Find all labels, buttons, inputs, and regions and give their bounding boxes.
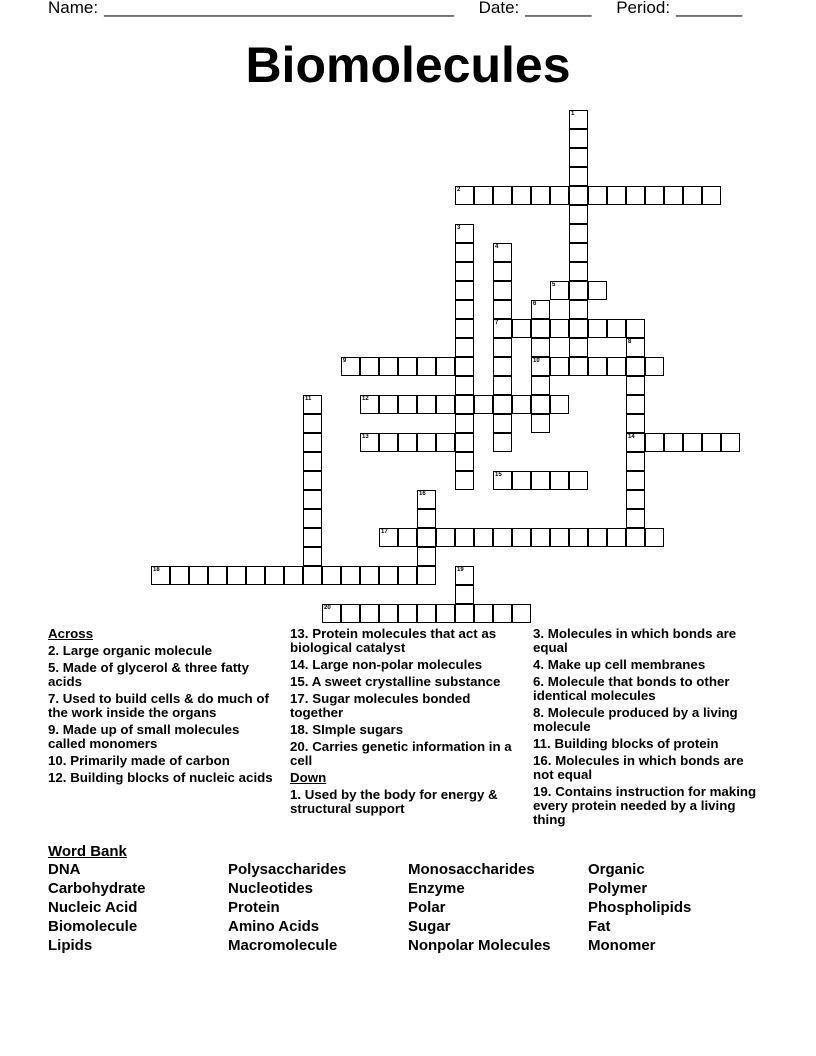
clues-column-2 <box>290 627 522 819</box>
clue-number-label: 6. <box>533 674 545 689</box>
crossword-cell[interactable] <box>512 319 531 338</box>
clue-text: Molecules in which bonds are equal <box>533 626 737 655</box>
clue-across-12 <box>48 771 278 785</box>
crossword-cell[interactable] <box>303 433 322 452</box>
crossword-cell[interactable] <box>417 433 436 452</box>
crossword-cell[interactable] <box>550 528 569 547</box>
crossword-cell[interactable] <box>569 471 588 490</box>
clues-column-1 <box>48 627 278 788</box>
period-label: Period: <box>616 0 671 17</box>
clue-number-label: 12. <box>48 770 67 785</box>
crossword-cell[interactable] <box>379 566 398 585</box>
crossword-cell[interactable] <box>645 433 664 452</box>
clue-number: 14 <box>628 434 635 440</box>
crossword-cell[interactable] <box>626 376 645 395</box>
clue-across-7 <box>48 692 278 720</box>
crossword-cell[interactable] <box>493 471 512 490</box>
crossword-cell[interactable] <box>455 585 474 604</box>
crossword-cell[interactable] <box>417 395 436 414</box>
crossword-cell[interactable] <box>398 357 417 376</box>
crossword-cell[interactable] <box>493 243 512 262</box>
crossword-cell[interactable] <box>493 281 512 300</box>
date-line: _______ <box>525 0 592 17</box>
crossword-cell[interactable] <box>455 395 474 414</box>
crossword-cell[interactable] <box>246 566 265 585</box>
clue-number-label: 17. <box>290 691 309 706</box>
crossword-cell[interactable] <box>569 205 588 224</box>
crossword-cell[interactable] <box>626 319 645 338</box>
clue-down-6 <box>533 675 763 703</box>
clue-number-label: 2. <box>48 643 60 658</box>
crossword-cell[interactable] <box>626 452 645 471</box>
crossword-cell[interactable] <box>379 395 398 414</box>
clue-number: 13 <box>362 434 369 440</box>
word-bank-item: Amino Acids <box>228 918 320 935</box>
word-bank-item: Biomolecule <box>48 918 138 935</box>
crossword-cell[interactable] <box>379 433 398 452</box>
crossword-cell[interactable] <box>531 395 550 414</box>
crossword-cell[interactable] <box>550 281 569 300</box>
crossword-cell[interactable] <box>550 319 569 338</box>
crossword-cell[interactable] <box>569 262 588 281</box>
clue-across-15 <box>290 675 522 689</box>
word-bank-item: Macromolecule <box>228 937 338 954</box>
crossword-cell[interactable] <box>398 395 417 414</box>
crossword-cell[interactable] <box>493 319 512 338</box>
crossword-cell[interactable] <box>189 566 208 585</box>
word-bank-item: Nucleotides <box>228 880 314 897</box>
crossword-cell[interactable] <box>322 604 341 623</box>
clue-across-13 <box>290 627 522 655</box>
crossword-cell[interactable] <box>303 547 322 566</box>
crossword-cell[interactable] <box>569 148 588 167</box>
word-bank-list <box>48 861 768 956</box>
clue-down-11 <box>533 737 763 751</box>
word-bank-item: Polar <box>408 899 446 916</box>
crossword-cell[interactable] <box>607 357 626 376</box>
crossword-cell[interactable] <box>702 186 721 205</box>
crossword-cell[interactable] <box>455 414 474 433</box>
crossword-cell[interactable] <box>265 566 284 585</box>
clue-number: 9 <box>343 358 347 364</box>
crossword-cell[interactable] <box>512 395 531 414</box>
word-bank-item: Fat <box>588 918 611 935</box>
crossword-cell[interactable] <box>341 357 360 376</box>
crossword-cell[interactable] <box>531 414 550 433</box>
clue-number-label: 19. <box>533 784 552 799</box>
crossword-cell[interactable] <box>626 414 645 433</box>
clue-number: 1 <box>571 111 575 117</box>
clue-number-label: 16. <box>533 753 552 768</box>
crossword-cell[interactable] <box>683 186 702 205</box>
crossword-cell[interactable] <box>455 433 474 452</box>
crossword-cell[interactable] <box>664 433 683 452</box>
word-bank-item: Protein <box>228 899 280 916</box>
crossword-cell[interactable] <box>626 509 645 528</box>
clue-number-label: 7. <box>48 691 60 706</box>
clue-number: 20 <box>324 605 331 611</box>
crossword-cell[interactable] <box>303 395 322 414</box>
clue-text: SImple sugars <box>312 722 404 737</box>
clue-text: Primarily made of carbon <box>70 753 230 768</box>
crossword-cell[interactable] <box>512 471 531 490</box>
crossword-cell[interactable] <box>493 414 512 433</box>
crossword-cell[interactable] <box>626 186 645 205</box>
crossword-cell[interactable] <box>569 110 588 129</box>
crossword-cell[interactable] <box>398 566 417 585</box>
crossword-cell[interactable] <box>341 566 360 585</box>
clue-number: 2 <box>457 187 461 193</box>
clue-number-label: 14. <box>290 657 309 672</box>
crossword-cell[interactable] <box>645 357 664 376</box>
clue-text: Contains instruction for making every protein needed by a living thing <box>533 784 757 827</box>
crossword-cell[interactable] <box>436 433 455 452</box>
crossword-cell[interactable] <box>626 395 645 414</box>
crossword-cell[interactable] <box>208 566 227 585</box>
crossword-cell[interactable] <box>284 566 303 585</box>
crossword-cell[interactable] <box>645 528 664 547</box>
clue-number: 10 <box>533 358 540 364</box>
clue-number-label: 11. <box>533 736 551 751</box>
crossword-cell[interactable] <box>436 357 455 376</box>
crossword-cell[interactable] <box>436 395 455 414</box>
clue-down-1 <box>290 788 522 816</box>
crossword-cell[interactable] <box>474 604 493 623</box>
down-heading: Down <box>290 770 327 785</box>
clue-text: Sugar molecules bonded together <box>290 691 471 720</box>
clue-text: Molecule that bonds to other identical molecules <box>533 674 730 703</box>
clue-text: Protein molecules that act as biological catalyst <box>290 626 497 655</box>
crossword-cell[interactable] <box>531 376 550 395</box>
clue-number-label: 13. <box>290 626 309 641</box>
crossword-cell[interactable] <box>455 243 474 262</box>
crossword-cell[interactable] <box>664 186 683 205</box>
crossword-cell[interactable] <box>569 186 588 205</box>
crossword-cell[interactable] <box>417 547 436 566</box>
word-bank-item: Enzyme <box>408 880 465 897</box>
crossword-cell[interactable] <box>455 186 474 205</box>
clue-text: Large non-polar molecules <box>312 657 483 672</box>
crossword-cell[interactable] <box>493 376 512 395</box>
clue-across-5 <box>48 661 278 689</box>
clue-text: Used to build cells & do much of the work inside the organs <box>48 691 269 720</box>
clue-text: Building blocks of nucleic acids <box>70 770 273 785</box>
clue-down-3 <box>533 627 763 655</box>
clue-down-8 <box>533 706 763 734</box>
word-bank <box>48 843 768 956</box>
crossword-cell[interactable] <box>360 395 379 414</box>
clue-number: 17 <box>381 529 388 535</box>
clue-down-19 <box>533 785 763 827</box>
crossword-cell[interactable] <box>626 490 645 509</box>
crossword-cell[interactable] <box>550 395 569 414</box>
crossword-cell[interactable] <box>531 186 550 205</box>
name-label: Name: <box>48 0 99 17</box>
clue-across-2 <box>48 644 278 658</box>
crossword-cell[interactable] <box>493 604 512 623</box>
crossword-cell[interactable] <box>455 452 474 471</box>
crossword-cell[interactable] <box>398 433 417 452</box>
crossword-cell[interactable] <box>569 243 588 262</box>
crossword-cell[interactable] <box>379 357 398 376</box>
crossword-cell[interactable] <box>645 186 664 205</box>
crossword-cell[interactable] <box>569 167 588 186</box>
clue-across-17 <box>290 692 522 720</box>
crossword-cell[interactable] <box>417 357 436 376</box>
crossword-cell[interactable] <box>493 433 512 452</box>
crossword-cell[interactable] <box>626 528 645 547</box>
crossword-cell[interactable] <box>531 471 550 490</box>
crossword-cell[interactable] <box>360 604 379 623</box>
crossword-cell[interactable] <box>531 319 550 338</box>
crossword-cell[interactable] <box>417 604 436 623</box>
crossword-cell[interactable] <box>493 357 512 376</box>
crossword-cell[interactable] <box>702 433 721 452</box>
crossword-cell[interactable] <box>550 471 569 490</box>
crossword-cell[interactable] <box>493 528 512 547</box>
clue-text: Molecule produced by a living molecule <box>533 705 738 734</box>
crossword-cell[interactable] <box>683 433 702 452</box>
crossword-cell[interactable] <box>151 566 170 585</box>
crossword-cell[interactable] <box>550 357 569 376</box>
crossword-cell[interactable] <box>588 281 607 300</box>
clue-number: 19 <box>457 567 464 573</box>
crossword-cell[interactable] <box>721 433 740 452</box>
clue-number-label: 5. <box>48 660 60 675</box>
crossword-cell[interactable] <box>588 319 607 338</box>
crossword-cell[interactable] <box>303 452 322 471</box>
crossword-cell[interactable] <box>455 224 474 243</box>
crossword-cell[interactable] <box>474 528 493 547</box>
crossword-cell[interactable] <box>303 566 322 585</box>
crossword-cell[interactable] <box>455 262 474 281</box>
clue-text: Large organic molecule <box>62 643 213 658</box>
word-bank-item: Polymer <box>588 880 648 897</box>
crossword-cell[interactable] <box>360 566 379 585</box>
clue-text: Building blocks of protein <box>554 736 719 751</box>
clue-number: 7 <box>495 320 499 326</box>
crossword-cell[interactable] <box>569 338 588 357</box>
crossword-cell[interactable] <box>170 566 189 585</box>
clue-number: 12 <box>362 396 369 402</box>
clue-across-9 <box>48 723 278 751</box>
crossword-cell[interactable] <box>531 338 550 357</box>
crossword-cell[interactable] <box>626 433 645 452</box>
clue-number-label: 8. <box>533 705 545 720</box>
crossword-cell[interactable] <box>607 528 626 547</box>
clue-text: Made up of small molecules called monomers <box>48 722 240 751</box>
crossword-cell[interactable] <box>436 528 455 547</box>
clue-text: Molecules in which bonds are not equal <box>533 753 744 782</box>
crossword-cell[interactable] <box>360 433 379 452</box>
clue-number: 18 <box>153 567 160 573</box>
crossword-cell[interactable] <box>588 357 607 376</box>
crossword-cell[interactable] <box>531 300 550 319</box>
crossword-cell[interactable] <box>493 395 512 414</box>
crossword-cell[interactable] <box>455 604 474 623</box>
crossword-cell[interactable] <box>607 319 626 338</box>
crossword-cell[interactable] <box>398 604 417 623</box>
crossword-cell[interactable] <box>303 471 322 490</box>
clue-text: Carries genetic information in a cell <box>290 739 512 768</box>
clue-number: 8 <box>628 339 632 345</box>
clue-across-18 <box>290 723 522 737</box>
crossword-cell[interactable] <box>303 414 322 433</box>
crossword-cell[interactable] <box>436 604 455 623</box>
crossword-cell[interactable] <box>626 471 645 490</box>
clue-number: 11 <box>305 396 312 402</box>
clue-number-label: 15. <box>290 674 309 689</box>
crossword-cell[interactable] <box>417 490 436 509</box>
clue-across-20 <box>290 740 522 768</box>
crossword-cell[interactable] <box>626 357 645 376</box>
word-bank-item: Sugar <box>408 918 451 935</box>
crossword-cell[interactable] <box>455 471 474 490</box>
clues-column-3 <box>533 627 763 830</box>
crossword-cell[interactable] <box>303 509 322 528</box>
crossword-cell[interactable] <box>341 604 360 623</box>
crossword-cell[interactable] <box>455 528 474 547</box>
clue-number: 15 <box>495 472 502 478</box>
crossword-cell[interactable] <box>569 319 588 338</box>
crossword-cell[interactable] <box>227 566 246 585</box>
crossword-cell[interactable] <box>569 281 588 300</box>
word-bank-item: Monomer <box>588 937 656 954</box>
clue-number: 16 <box>419 491 426 497</box>
crossword-cell[interactable] <box>455 376 474 395</box>
crossword-cell[interactable] <box>455 338 474 357</box>
name-line: _____________________________________ <box>104 0 454 17</box>
crossword-cell[interactable] <box>360 357 379 376</box>
word-bank-item: Carbohydrate <box>48 880 146 897</box>
clue-number: 3 <box>457 225 461 231</box>
crossword-cell[interactable] <box>512 528 531 547</box>
crossword-cell[interactable] <box>569 357 588 376</box>
crossword-cell[interactable] <box>379 604 398 623</box>
crossword-cell[interactable] <box>588 186 607 205</box>
crossword-cell[interactable] <box>398 528 417 547</box>
word-bank-item: Polysaccharides <box>228 861 347 878</box>
crossword-cell[interactable] <box>303 490 322 509</box>
crossword-cell[interactable] <box>379 528 398 547</box>
word-bank-item: DNA <box>48 861 81 878</box>
crossword-cell[interactable] <box>493 186 512 205</box>
crossword-cell[interactable] <box>303 528 322 547</box>
word-bank-heading: Word Bank <box>48 843 127 860</box>
clue-across-14 <box>290 658 522 672</box>
clue-number: 6 <box>533 301 537 307</box>
period-line: _______ <box>676 0 743 17</box>
word-bank-item: Nonpolar Molecules <box>408 937 551 954</box>
crossword-cell[interactable] <box>493 300 512 319</box>
crossword-cell[interactable] <box>455 300 474 319</box>
clue-number-label: 1. <box>290 787 302 802</box>
crossword-cell[interactable] <box>493 338 512 357</box>
clue-text: Used by the body for energy & structural support <box>290 787 498 816</box>
clue-number-label: 4. <box>533 657 545 672</box>
word-bank-item: Monosaccharides <box>408 861 535 878</box>
page-title: Biomolecules <box>245 37 571 93</box>
crossword-cell[interactable] <box>512 186 531 205</box>
crossword-cell[interactable] <box>531 528 550 547</box>
clue-number: 4 <box>495 244 499 250</box>
crossword-cell[interactable] <box>569 224 588 243</box>
clue-number-label: 18. <box>290 722 309 737</box>
crossword-cell[interactable] <box>455 357 474 376</box>
word-bank-item: Nucleic Acid <box>48 899 138 916</box>
crossword-cell[interactable] <box>569 300 588 319</box>
crossword-cell[interactable] <box>512 604 531 623</box>
clue-across-10 <box>48 754 278 768</box>
across-heading: Across <box>48 626 94 641</box>
crossword-cell[interactable] <box>417 528 436 547</box>
word-bank-item: Lipids <box>48 937 93 954</box>
crossword-cell[interactable] <box>493 262 512 281</box>
clue-number-label: 20. <box>290 739 309 754</box>
clue-number-label: 9. <box>48 722 60 737</box>
clue-text: Made of glycerol & three fatty acids <box>48 660 249 689</box>
date-label: Date: <box>478 0 520 17</box>
word-bank-item: Phospholipids <box>588 899 692 916</box>
crossword-cell[interactable] <box>588 528 607 547</box>
crossword-cell[interactable] <box>569 129 588 148</box>
crossword-cell[interactable] <box>417 566 436 585</box>
crossword-cell[interactable] <box>550 186 569 205</box>
crossword-cell[interactable] <box>607 186 626 205</box>
clue-down-16 <box>533 754 763 782</box>
crossword-cell[interactable] <box>569 528 588 547</box>
crossword-cell[interactable] <box>417 509 436 528</box>
clue-text: Make up cell membranes <box>547 657 706 672</box>
clue-number: 5 <box>552 282 556 288</box>
clue-number-label: 10. <box>48 753 67 768</box>
crossword-cell[interactable] <box>474 186 493 205</box>
word-bank-item: Organic <box>588 861 645 878</box>
crossword-cell[interactable] <box>531 357 550 376</box>
crossword-cell[interactable] <box>626 338 645 357</box>
clue-down-4 <box>533 658 763 672</box>
crossword-cell[interactable] <box>474 395 493 414</box>
clue-text: A sweet crystalline substance <box>311 674 501 689</box>
crossword-cell[interactable] <box>455 566 474 585</box>
clue-number-label: 3. <box>533 626 545 641</box>
crossword-cell[interactable] <box>322 566 341 585</box>
crossword-cell[interactable] <box>455 281 474 300</box>
crossword-cell[interactable] <box>455 319 474 338</box>
